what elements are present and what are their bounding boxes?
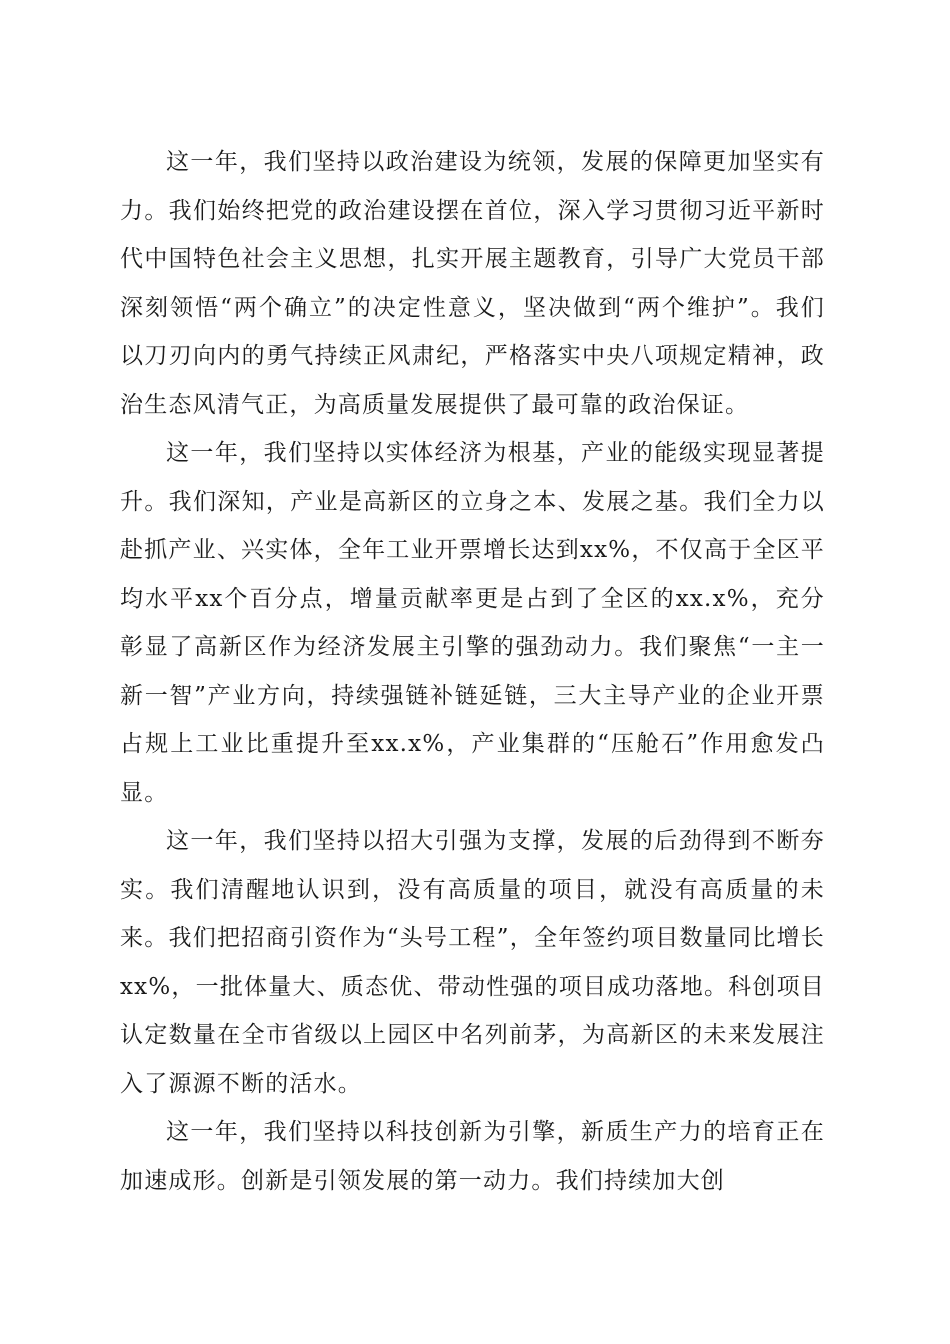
paragraph-real-economy: 这一年，我们坚持以实体经济为根基，产业的能级实现显著提升。我们深知，产业是高新区的立身之本、发展之基。我们全力以赴抓产业、兴实体，全年工业开票增长达到xx%，不仅高于全区平均水平xx个百分点，增量贡献率更是占到了全区的xx.x%，充分彰显了高新区作为经济发展主引擎的强劲动力。我们聚焦“一主一新一智”产业方向，持续强链补链延链，三大主导产业的企业开票占规上工业比重提升至xx.x%，产业集群的“压舱石”作用愈发凸显。 <box>120 440 825 806</box>
document-body <box>120 138 825 1205</box>
paragraph-political-construction: 这一年，我们坚持以政治建设为统领，发展的保障更加坚实有力。我们始终把党的政治建设摆在首位，深入学习贯彻习近平新时代中国特色社会主义思想，扎实开展主题教育，引导广大党员干部深刻领悟“两个确立”的决定性意义，坚决做到“两个维护”。我们以刀刃向内的勇气持续正风肃纪，严格落实中央八项规定精神，政治生态风清气正，为高质量发展提供了最可靠的政治保证。 <box>120 149 825 418</box>
paragraph-tech-innovation: 这一年，我们坚持以科技创新为引擎，新质生产力的培育正在加速成形。创新是引领发展的第一动力。我们持续加大创 <box>120 1119 825 1194</box>
paragraph-investment-attraction: 这一年，我们坚持以招大引强为支撑，发展的后劲得到不断夯实。我们清醒地认识到，没有高质量的项目，就没有高质量的未来。我们把招商引资作为“头号工程”，全年签约项目数量同比增长xx%，一批体量大、质态优、带动性强的项目成功落地。科创项目认定数量在全市省级以上园区中名列前茅，为高新区的未来发展注入了源源不断的活水。 <box>120 828 825 1097</box>
